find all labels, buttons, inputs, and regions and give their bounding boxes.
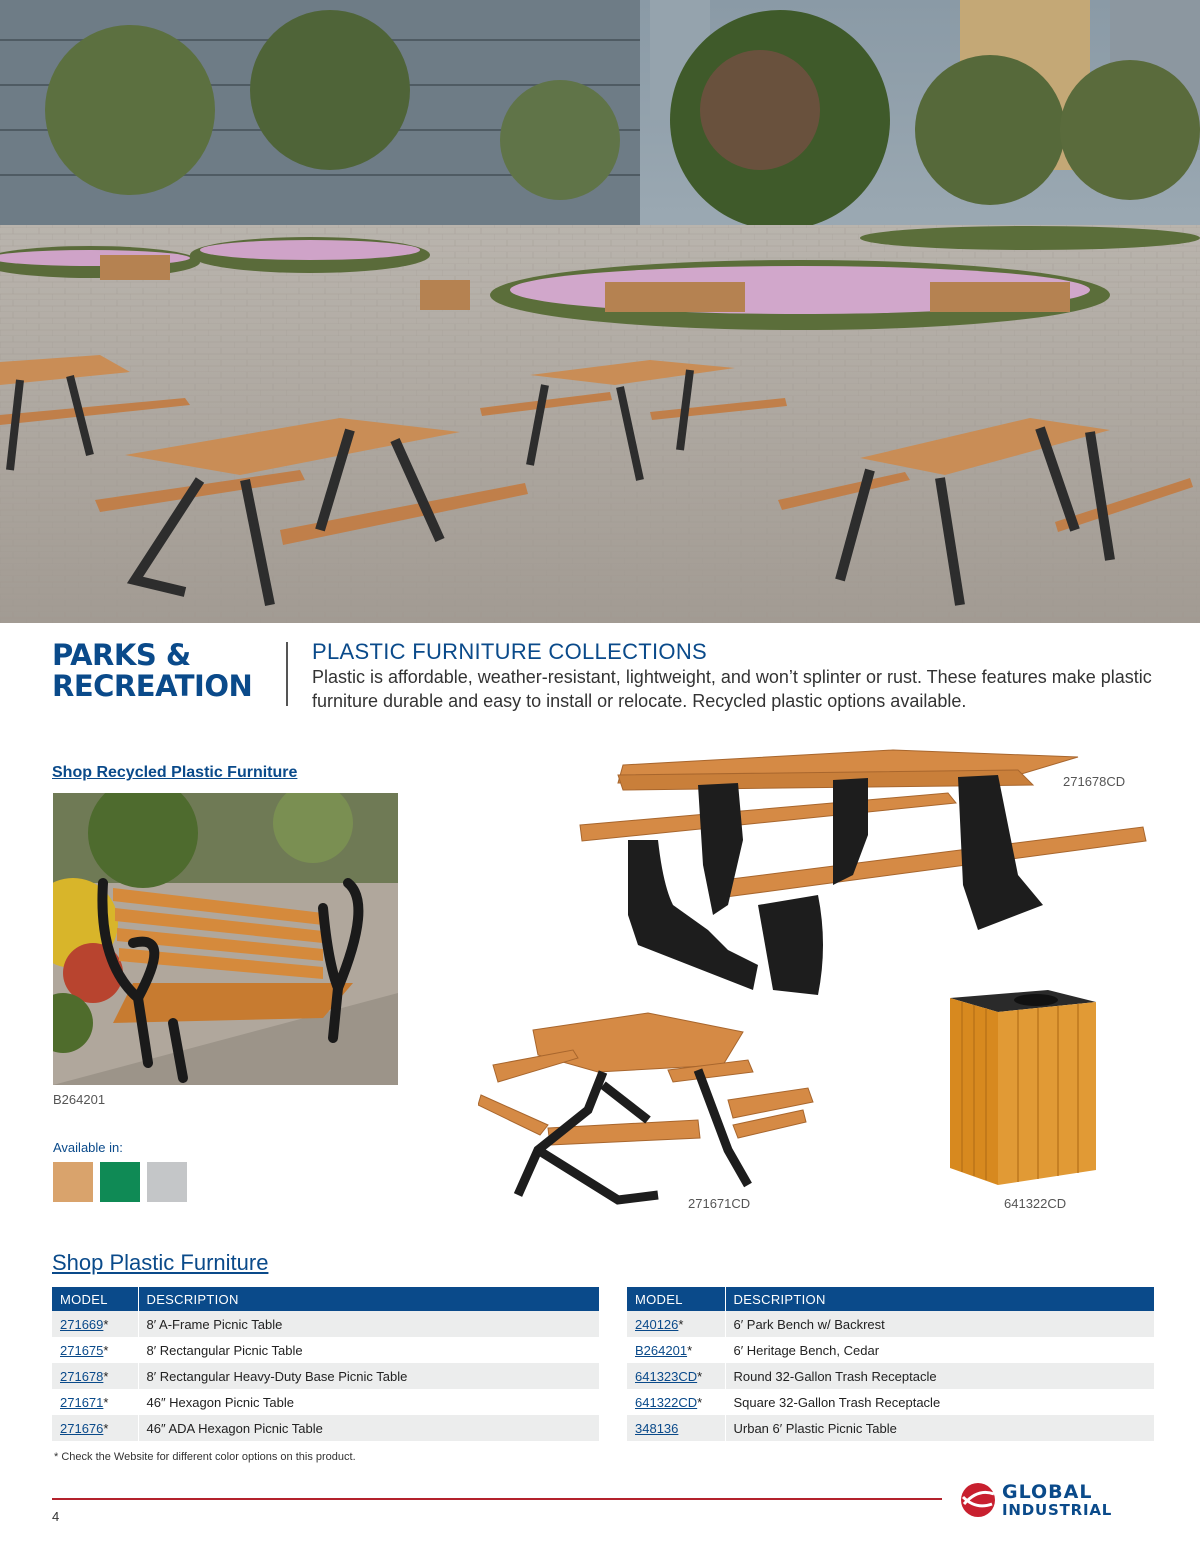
model-link[interactable]: 271669	[60, 1316, 104, 1332]
asterisk: *	[678, 1316, 684, 1332]
description-cell: 8′ Rectangular Heavy-Duty Base Picnic Table	[138, 1363, 600, 1389]
model-link[interactable]: 271671	[60, 1394, 104, 1410]
model-link[interactable]: 641322CD	[635, 1394, 698, 1410]
model-header: MODEL	[52, 1287, 138, 1311]
logo-word-global: GLOBAL	[1002, 1481, 1093, 1503]
collection-heading: PLASTIC FURNITURE COLLECTIONS	[312, 639, 707, 664]
table-row	[52, 1415, 600, 1441]
footer-rule	[52, 1498, 942, 1500]
asterisk: *	[697, 1394, 703, 1410]
bench-sku-label: B264201	[53, 1092, 106, 1107]
hexagon-table-image	[478, 1010, 818, 1205]
section-title-line1: PARKS &	[52, 638, 191, 672]
table-row	[627, 1337, 1155, 1363]
section-title-line2: RECREATION	[52, 669, 253, 703]
table-row	[52, 1337, 600, 1363]
description-cell: Urban 6′ Plastic Picnic Table	[725, 1415, 1155, 1441]
description-cell: 6′ Heritage Bench, Cedar	[725, 1337, 1155, 1363]
model-link[interactable]: 240126	[635, 1316, 679, 1332]
heritage-bench-photo	[53, 793, 398, 1085]
table-row	[627, 1363, 1155, 1389]
model-link[interactable]: 271675	[60, 1342, 104, 1358]
table-row	[627, 1389, 1155, 1415]
description-cell: Round 32-Gallon Trash Receptacle	[725, 1363, 1155, 1389]
table-row	[52, 1311, 600, 1337]
asterisk: *	[103, 1316, 109, 1332]
description-cell: 6′ Park Bench w/ Backrest	[725, 1311, 1155, 1337]
model-link[interactable]: 348136	[635, 1420, 679, 1436]
header-divider	[286, 642, 288, 706]
receptacle-sku: 641322CD	[1004, 1196, 1067, 1211]
section-title	[52, 640, 252, 702]
logo-word-industrial: INDUSTRIAL	[1002, 1501, 1113, 1519]
description-cell: 8′ Rectangular Picnic Table	[138, 1337, 600, 1363]
asterisk: *	[697, 1368, 703, 1384]
color-swatch-cedar[interactable]	[53, 1162, 93, 1202]
description-cell: 46″ ADA Hexagon Picnic Table	[138, 1415, 600, 1441]
asterisk: *	[103, 1368, 109, 1384]
shop-recycled-link[interactable]: Shop Recycled Plastic Furniture	[52, 764, 298, 781]
page-number: 4	[52, 1509, 60, 1524]
color-swatch-gray[interactable]	[147, 1162, 187, 1202]
description-header: DESCRIPTION	[725, 1287, 1155, 1311]
available-in-label: Available in:	[53, 1140, 123, 1155]
model-link[interactable]: 641323CD	[635, 1368, 698, 1384]
asterisk: *	[103, 1342, 109, 1358]
shop-plastic-link[interactable]: Shop Plastic Furniture	[52, 1250, 269, 1275]
model-link[interactable]: 271678	[60, 1368, 104, 1384]
table-row	[52, 1363, 600, 1389]
model-header: MODEL	[627, 1287, 725, 1311]
square-receptacle-image	[948, 990, 1098, 1190]
global-industrial-logo	[958, 1480, 1153, 1520]
asterisk: *	[103, 1420, 109, 1436]
collection-description: Plastic is affordable, weather-resistant, lightweight, and won’t splinter or rust. These features make plastic furniture durable and easy to install or relocate. Recycled plastic options available.	[312, 667, 1152, 711]
hero-photo	[0, 0, 1200, 623]
rectangular-table-sku: 271678CD	[1063, 774, 1126, 789]
table-row	[627, 1311, 1155, 1337]
asterisk: *	[103, 1394, 109, 1410]
description-cell: Square 32-Gallon Trash Receptacle	[725, 1389, 1155, 1415]
color-swatch-green[interactable]	[100, 1162, 140, 1202]
asterisk: *	[687, 1342, 693, 1358]
description-header: DESCRIPTION	[138, 1287, 600, 1311]
color-options-footnote: * Check the Website for different color options on this product.	[54, 1451, 356, 1463]
description-cell: 8′ A-Frame Picnic Table	[138, 1311, 600, 1337]
description-cell: 46″ Hexagon Picnic Table	[138, 1389, 600, 1415]
globe-icon	[961, 1483, 995, 1517]
table-row	[627, 1415, 1155, 1441]
products-table-right	[627, 1287, 1155, 1441]
hexagon-table-sku: 271671CD	[688, 1196, 751, 1211]
products-table-left	[52, 1287, 600, 1441]
table-row	[52, 1389, 600, 1415]
model-link[interactable]: B264201	[635, 1342, 688, 1358]
model-link[interactable]: 271676	[60, 1420, 104, 1436]
